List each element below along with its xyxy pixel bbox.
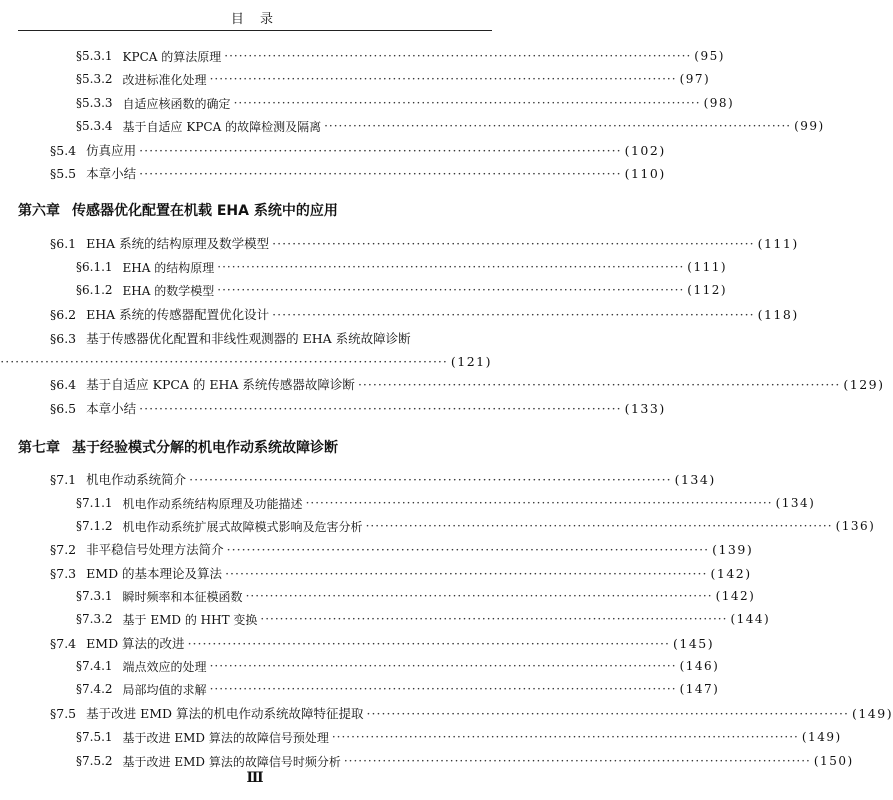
dot-leader [188, 636, 670, 651]
toc-section-entry [0, 304, 799, 324]
toc-entry-title: 机电作动系统扩展式故障模式影响及危害分析 [122, 519, 363, 534]
toc-page-number: (102) [624, 142, 666, 158]
toc-section-entry [0, 163, 666, 183]
dot-leader [210, 72, 677, 86]
toc-section-number: §7.4.2 [76, 682, 113, 696]
toc-section-number: §6.1 [50, 235, 77, 251]
chapter-heading [18, 199, 498, 221]
toc-section-number: §7.3.2 [76, 612, 113, 626]
toc-section-number: §7.5.2 [76, 754, 113, 768]
toc-entry-title: 非平稳信号处理方法简介 [86, 542, 224, 557]
toc-entry-title: 本章小结 [86, 401, 137, 416]
toc-section-number: §7.2 [50, 541, 77, 557]
toc-section-number: §7.3 [50, 565, 77, 581]
dot-leader [210, 682, 677, 696]
toc-section-number: §5.5 [50, 165, 77, 181]
toc-entry-title: 基于自适应 KPCA 的故障检测及隔离 [122, 119, 322, 134]
dot-leader [225, 566, 707, 581]
dot-leader [139, 143, 621, 158]
toc-entry-title: 端点效应的处理 [122, 659, 207, 674]
toc-page-number: (147) [679, 682, 720, 696]
chapter-label: 第六章 [18, 203, 60, 219]
toc-page-number: (133) [624, 400, 666, 416]
toc-entry-title: EHA 系统的结构原理及数学模型 [86, 236, 270, 251]
toc-subsection-entry [0, 116, 825, 136]
dot-leader [306, 496, 773, 510]
toc-page-number: (129) [843, 376, 885, 392]
toc-subsection-entry [0, 679, 720, 699]
toc-page-number: (111) [687, 260, 728, 274]
toc-subsection-entry [0, 257, 728, 277]
dot-leader [217, 260, 684, 274]
toc-entry-title: 基于传感器优化配置和非线性观测器的 EHA 系统故障诊断 [86, 331, 411, 346]
toc-subsection-entry [0, 493, 816, 513]
toc-page-number: (134) [775, 496, 816, 510]
toc-entry-title: EHA 的数学模型 [122, 283, 215, 298]
toc-entry-title: EHA 的结构原理 [122, 260, 215, 275]
toc-section-entry [0, 633, 715, 653]
toc-entry-title: 局部均值的求解 [122, 682, 207, 697]
toc-section-number: §5.3.4 [76, 119, 113, 133]
dot-leader [246, 589, 713, 603]
dot-leader [272, 236, 754, 251]
toc-section-number: §7.1 [50, 471, 77, 487]
toc-section-entry [0, 469, 716, 489]
toc-section-number: §7.4.1 [76, 659, 113, 673]
dot-leader [358, 377, 840, 392]
toc-section-entry [0, 374, 885, 394]
dot-leader [224, 49, 691, 63]
dot-leader [260, 612, 727, 626]
toc-page-number: (121) [450, 353, 492, 369]
toc-page-number: (111) [757, 235, 799, 251]
dot-leader [234, 96, 701, 110]
toc-page-number: (97) [679, 72, 711, 86]
toc-subsection-entry [0, 751, 854, 771]
toc-entry-title: 基于改进 EMD 算法的机电作动系统故障特征提取 [86, 706, 364, 721]
toc-entry-title: 基于改进 EMD 算法的故障信号时频分析 [122, 754, 341, 769]
toc-section-number: §5.4 [50, 142, 77, 158]
toc-section-number: §5.3.3 [76, 96, 113, 110]
dot-leader [367, 706, 849, 721]
toc-section-number: §7.5 [50, 705, 77, 721]
dot-leader [139, 166, 621, 181]
toc-page-number: (98) [703, 96, 735, 110]
toc-page-number: (99) [794, 119, 825, 133]
toc-subsection-entry [0, 609, 771, 629]
toc-entry-title: 改进标准化处理 [122, 72, 207, 87]
toc-entry-continuation [0, 351, 510, 371]
toc-section-number: §7.4 [50, 635, 77, 651]
dot-leader [332, 730, 799, 744]
toc-subsection-entry [0, 656, 720, 676]
dot-leader [217, 283, 684, 297]
toc-section-number: §7.1.1 [76, 496, 113, 510]
toc-entry-title: 基于 EMD 的 HHT 变换 [122, 612, 258, 627]
toc-page-number: (146) [679, 659, 720, 673]
toc-section-number: §6.2 [50, 306, 77, 322]
toc-entry-title: 本章小结 [86, 166, 137, 181]
toc-entry-title: 机电作动系统结构原理及功能描述 [122, 496, 303, 511]
toc-page-number: (149) [851, 705, 893, 721]
toc-page-number: (142) [710, 565, 752, 581]
toc-subsection-entry [0, 280, 728, 300]
toc-page-number: (118) [757, 306, 799, 322]
toc-page-number: (150) [813, 754, 854, 768]
dot-leader [0, 354, 448, 369]
toc-page-number: (139) [712, 541, 754, 557]
dot-leader [344, 754, 811, 768]
toc-section-number: §5.3.1 [76, 49, 113, 63]
toc-subsection-entry [0, 516, 876, 536]
chapter-title: 传感器优化配置在机载 EHA 系统中的应用 [72, 203, 338, 219]
toc-page-number: (95) [694, 49, 725, 63]
chapter-label: 第七章 [18, 440, 60, 456]
dot-leader [272, 307, 754, 322]
toc-section-number: §6.5 [50, 400, 77, 416]
toc-section-number: §6.1.2 [76, 283, 113, 297]
toc-entry-title: KPCA 的算法原理 [122, 49, 222, 64]
dot-leader [366, 519, 833, 533]
toc-section-entry [0, 398, 666, 418]
toc-section-number: §6.1.1 [76, 260, 113, 274]
toc-entry-title: 仿真应用 [86, 143, 137, 158]
toc-section-number: §7.1.2 [76, 519, 113, 533]
toc-section-number: §5.3.2 [76, 72, 113, 86]
toc-entry-title: 机电作动系统简介 [86, 472, 187, 487]
toc-page-number: (142) [715, 589, 756, 603]
toc-entry-title: 瞬时频率和本征模函数 [122, 589, 243, 604]
toc-section-entry [0, 233, 799, 253]
dot-leader [227, 542, 709, 557]
toc-subsection-entry [0, 69, 711, 89]
toc-entry-title: 基于改进 EMD 算法的故障信号预处理 [122, 730, 329, 745]
toc-section-number: §6.4 [50, 376, 77, 392]
toc-page-number: (144) [730, 612, 771, 626]
dot-leader [189, 472, 671, 487]
toc-entry-title: 自适应核函数的确定 [122, 96, 231, 111]
toc-page-number: (149) [801, 730, 842, 744]
dot-leader [210, 659, 677, 673]
header-title: 目 录 [230, 12, 280, 27]
toc-section-number: §7.3.1 [76, 589, 113, 603]
chapter-heading [18, 436, 498, 458]
chapter-title: 基于经验模式分解的机电作动系统故障诊断 [72, 440, 338, 456]
toc-section-number: §7.5.1 [76, 730, 113, 744]
toc-page-number: (145) [672, 635, 715, 651]
toc-entry-title: EMD 的基本理论及算法 [86, 566, 223, 581]
toc-entry-title: 基于自适应 KPCA 的 EHA 系统传感器故障诊断 [86, 377, 355, 392]
toc-page-number: (112) [687, 283, 728, 297]
toc-entry-title: EHA 系统的传感器配置优化设计 [86, 307, 270, 322]
toc-section-entry [0, 563, 752, 583]
dot-leader [324, 119, 791, 133]
toc-section-entry [0, 328, 510, 348]
toc-subsection-entry [0, 586, 756, 606]
toc-subsection-entry [0, 46, 725, 66]
toc-page-number: (134) [674, 471, 716, 487]
toc-page-number: (136) [835, 519, 876, 533]
toc-section-entry [0, 703, 893, 723]
toc-subsection-entry [0, 727, 842, 747]
toc-section-number: §6.3 [50, 330, 77, 346]
page-number: Ⅲ [246, 770, 264, 786]
toc-section-entry [0, 140, 666, 160]
toc-page-number: (110) [624, 165, 666, 181]
toc-subsection-entry [0, 93, 735, 113]
toc-section-entry [0, 539, 754, 559]
dot-leader [139, 401, 621, 416]
toc-entry-title: EMD 算法的改进 [86, 636, 185, 651]
